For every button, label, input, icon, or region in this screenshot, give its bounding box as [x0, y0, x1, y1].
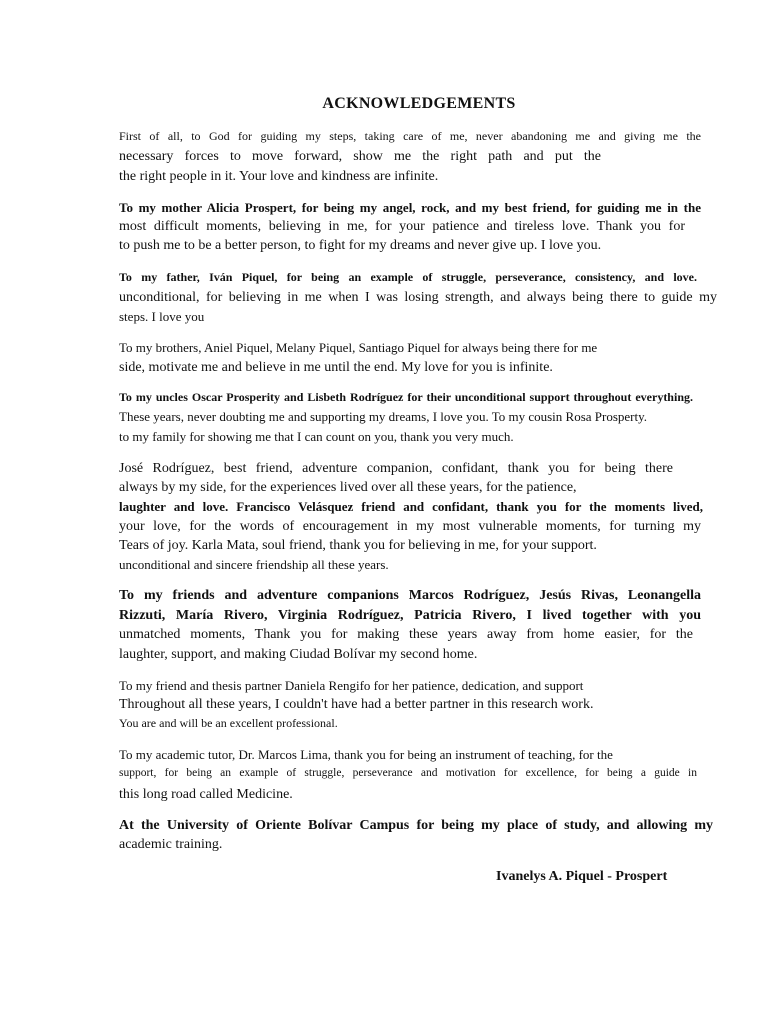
text-line: unconditional, for believing in me when I was losing strength, and always being there to guide my: [119, 290, 717, 305]
text-line: support, for being an example of struggle, perseverance and motivation for excellence, for being a guide in: [119, 767, 697, 779]
text-line: Throughout all these years, I couldn't have had a better partner in this research work.: [119, 697, 594, 712]
text-line: academic training.: [119, 837, 223, 852]
page-title: ACKNOWLEDGEMENTS: [322, 95, 516, 112]
text-line: José Rodríguez, best friend, adventure companion, confidant, thank you for being there: [119, 461, 673, 476]
signature: Ivanelys A. Piquel - Prospert: [496, 869, 668, 884]
text-line: laughter and love. Francisco Velásquez friend and confidant, thank you for the moments lived,: [119, 499, 703, 514]
text-line: To my friend and thesis partner Daniela Rengifo for her patience, dedication, and support: [119, 678, 584, 693]
text-line: These years, never doubting me and supporting my dreams, I love you. To my cousin Rosa Prosperty.: [119, 409, 648, 424]
text-line: the right people in it. Your love and kindness are infinite.: [119, 169, 439, 184]
text-line: At the University of Oriente Bolívar Campus for being my place of study, and allowing my: [119, 818, 713, 833]
text-line: To my brothers, Aniel Piquel, Melany Piquel, Santiago Piquel for always being there for me: [119, 340, 598, 355]
text-line: You are and will be an excellent professional.: [119, 716, 338, 730]
text-line: To my mother Alicia Prospert, for being my angel, rock, and my best friend, for guiding me in the: [119, 200, 701, 215]
text-line: unconditional and sincere friendship all these years.: [119, 557, 389, 572]
text-line: unmatched moments, Thank you for making these years away from home easier, for the: [119, 627, 693, 642]
text-line: To my father, Iván Piquel, for being an example of struggle, perseverance, consistency, and love.: [119, 270, 697, 284]
text-line: Tears of joy. Karla Mata, soul friend, thank you for believing in me, for your support.: [119, 538, 597, 553]
text-line: To my uncles Oscar Prosperity and Lisbeth Rodríguez for their unconditional support throughout everything.: [119, 390, 693, 404]
text-line: this long road called Medicine.: [119, 787, 293, 802]
text-line: To my academic tutor, Dr. Marcos Lima, thank you for being an instrument of teaching, for the: [119, 747, 613, 762]
text-line: side, motivate me and believe in me until the end. My love for you is infinite.: [119, 360, 553, 375]
text-line: always by my side, for the experiences lived over all these years, for the patience,: [119, 480, 577, 495]
text-line: to my family for showing me that I can count on you, thank you very much.: [119, 429, 514, 444]
text-line: First of all, to God for guiding my steps, taking care of me, never abandoning me and giving me the: [119, 129, 701, 143]
text-line: steps. I love you: [119, 309, 205, 324]
text-line: To my friends and adventure companions Marcos Rodríguez, Jesús Rivas, Leonangella: [119, 588, 701, 603]
text-line: to push me to be a better person, to fight for my dreams and never give up. I love you.: [119, 238, 602, 253]
text-line: Rizzuti, María Rivero, Virginia Rodríguez, Patricia Rivero, I lived together with you: [119, 608, 701, 623]
text-line: your love, for the words of encouragement in my most vulnerable moments, for turning my: [119, 519, 701, 534]
text-line: laughter, support, and making Ciudad Bolívar my second home.: [119, 647, 478, 662]
text-line: most difficult moments, believing in me, for your patience and tireless love. Thank you for: [119, 219, 685, 234]
text-line: necessary forces to move forward, show me the right path and put the: [119, 149, 601, 164]
